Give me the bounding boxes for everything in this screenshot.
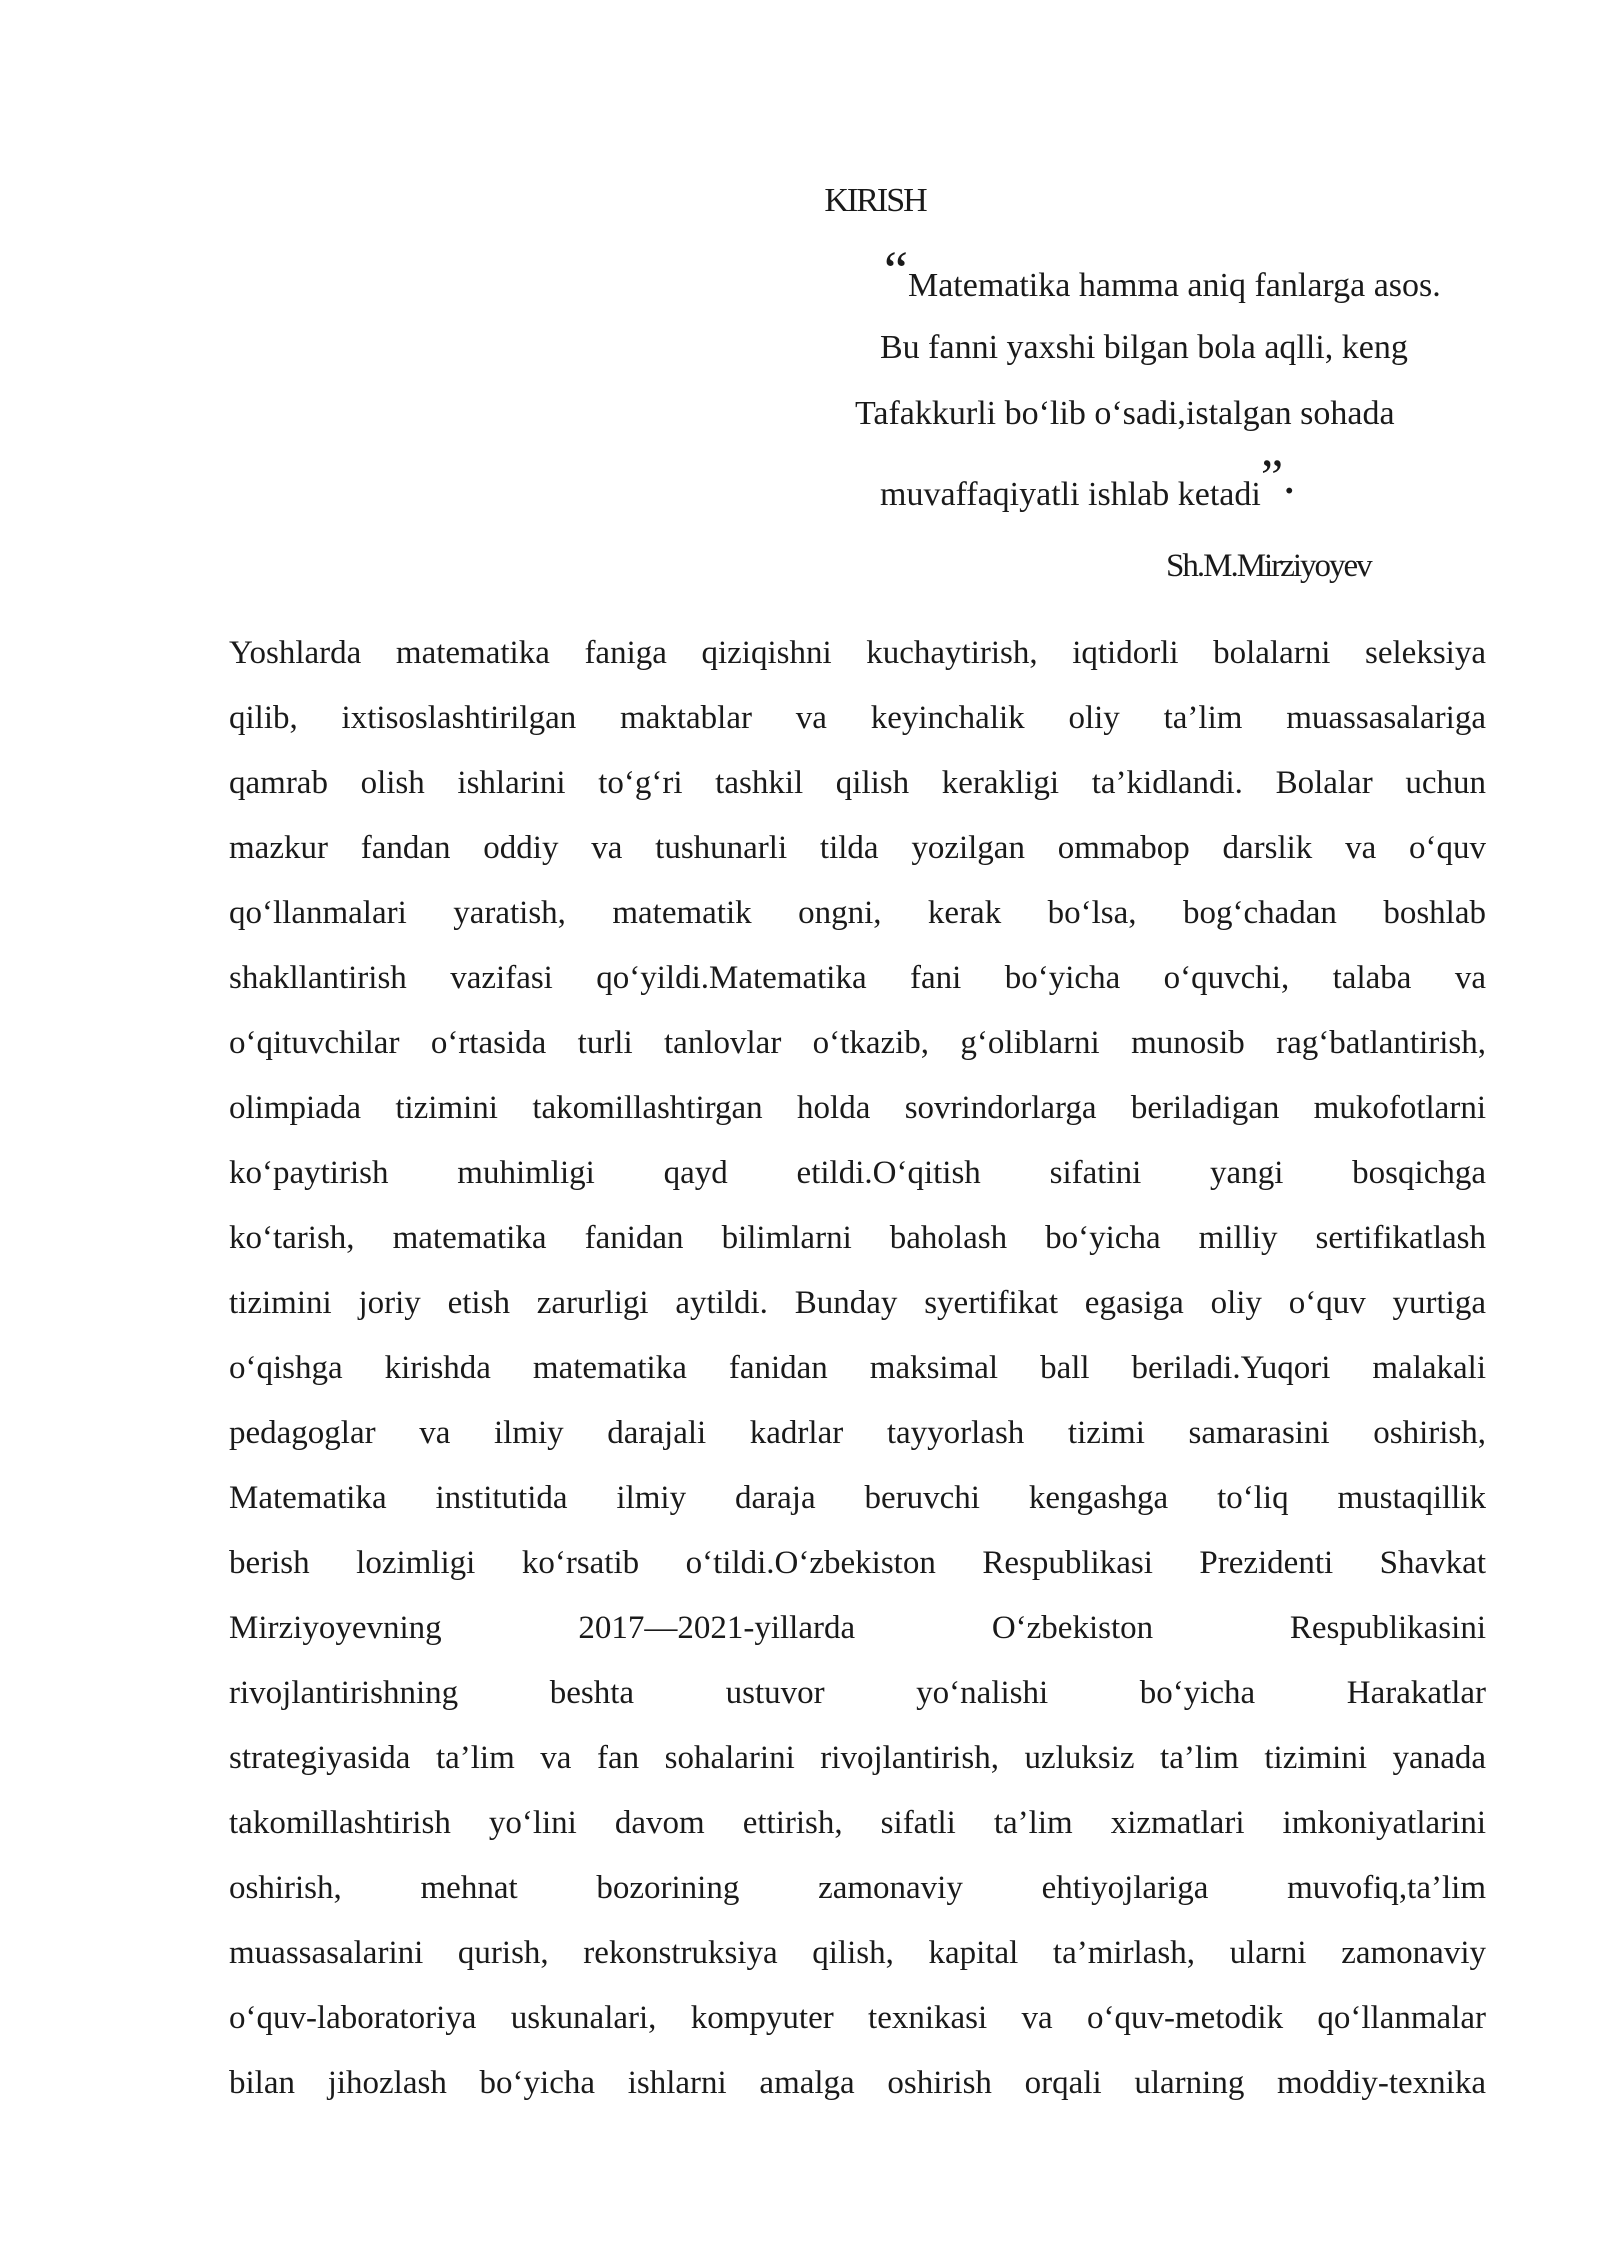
page-heading: KIRISH [824,182,926,219]
epigraph-line-4 [880,448,1296,515]
body-line: strategiyasida ta’lim va fan sohalarini rivojlantirish, uzluksiz ta’lim tizimini yanada [229,1740,1486,1776]
body-line: qamrab olish ishlarini to‘g‘ri tashkil qilish kerakligi ta’kidlandi. Bolalar uchun [229,765,1486,801]
body-line: qo‘llanmalari yaratish, matematik ongni, kerak bo‘lsa, bog‘chadan boshlab [229,895,1486,931]
body-line: o‘quv-laboratoriya uskunalari, kompyuter texnikasi va o‘quv-metodik qo‘llanmalar [229,2000,1486,2036]
body-line: shakllantirish vazifasi qo‘yildi.Matematika fani bo‘yicha o‘quvchi, talaba va [229,960,1486,996]
epigraph-line-text: muvaffaqiyatli ishlab ketadi [880,476,1261,513]
body-line: takomillashtirish yo‘lini davom ettirish, sifatli ta’lim xizmatlari imkoniyatlarini [229,1805,1486,1841]
body-line: ko‘tarish, matematika fanidan bilimlarni baholash bo‘yicha milliy sertifikatlash [229,1220,1486,1256]
body-line: Matematika institutida ilmiy daraja beruvchi kengashga to‘liq mustaqillik [229,1480,1486,1516]
open-quote-mark: “ [884,240,908,300]
body-line: oshirish, mehnat bozorining zamonaviy ehtiyojlariga muvofiq,ta’lim [229,1870,1486,1906]
epigraph-line-text: Matematika hamma aniq fanlarga asos. [907,267,1441,304]
body-line: qilib, ixtisoslashtirilgan maktablar va keyinchalik oliy ta’lim muassasalariga [229,700,1486,736]
body-line: rivojlantirishning beshta ustuvor yo‘nalishi bo‘yicha Harakatlar [229,1675,1486,1711]
epigraph-line-3: Tafakkurli bo‘lib o‘sadi,istalgan sohada [855,395,1395,432]
body-line: o‘qituvchilar o‘rtasida turli tanlovlar o‘tkazib, g‘oliblarni munosib rag‘batlantirish, [229,1025,1486,1061]
epigraph-line-1 [884,240,1441,306]
close-quote-mark: ”. [1260,448,1296,504]
body-line: Mirziyoyevning 2017—2021-yillarda O‘zbekiston Respublikasini [229,1610,1486,1646]
body-line: ko‘paytirish muhimligi qayd etildi.O‘qitish sifatini yangi bosqichga [229,1155,1486,1191]
epigraph-line-2: Bu fanni yaxshi bilgan bola aqlli, keng [880,329,1408,366]
body-line: berish lozimligi ko‘rsatib o‘tildi.O‘zbekiston Respublikasi Prezidenti Shavkat [229,1545,1486,1581]
body-line: olimpiada tizimini takomillashtirgan holda sovrindorlarga beriladigan mukofotlarni [229,1090,1486,1126]
body-line: muassasalarini qurish, rekonstruksiya qilish, kapital ta’mirlash, ularni zamonaviy [229,1935,1486,1971]
epigraph-author: Sh.M.Mirziyoyev [1166,548,1371,584]
body-line: mazkur fandan oddiy va tushunarli tilda yozilgan ommabop darslik va o‘quv [229,830,1486,866]
body-line: pedagoglar va ilmiy darajali kadrlar tayyorlash tizimi samarasini oshirish, [229,1415,1486,1451]
body-line: o‘qishga kirishda matematika fanidan maksimal ball beriladi.Yuqori malakali [229,1350,1486,1386]
body-line: Yoshlarda matematika faniga qiziqishni kuchaytirish, iqtidorli bolalarni seleksiya [229,635,1486,671]
body-line: bilan jihozlash bo‘yicha ishlarni amalga oshirish orqali ularning moddiy-texnika [229,2065,1486,2101]
body-line: tizimini joriy etish zarurligi aytildi. Bunday syertifikat egasiga oliy o‘quv yurtiga [229,1285,1486,1321]
body-paragraph [229,621,1486,2116]
